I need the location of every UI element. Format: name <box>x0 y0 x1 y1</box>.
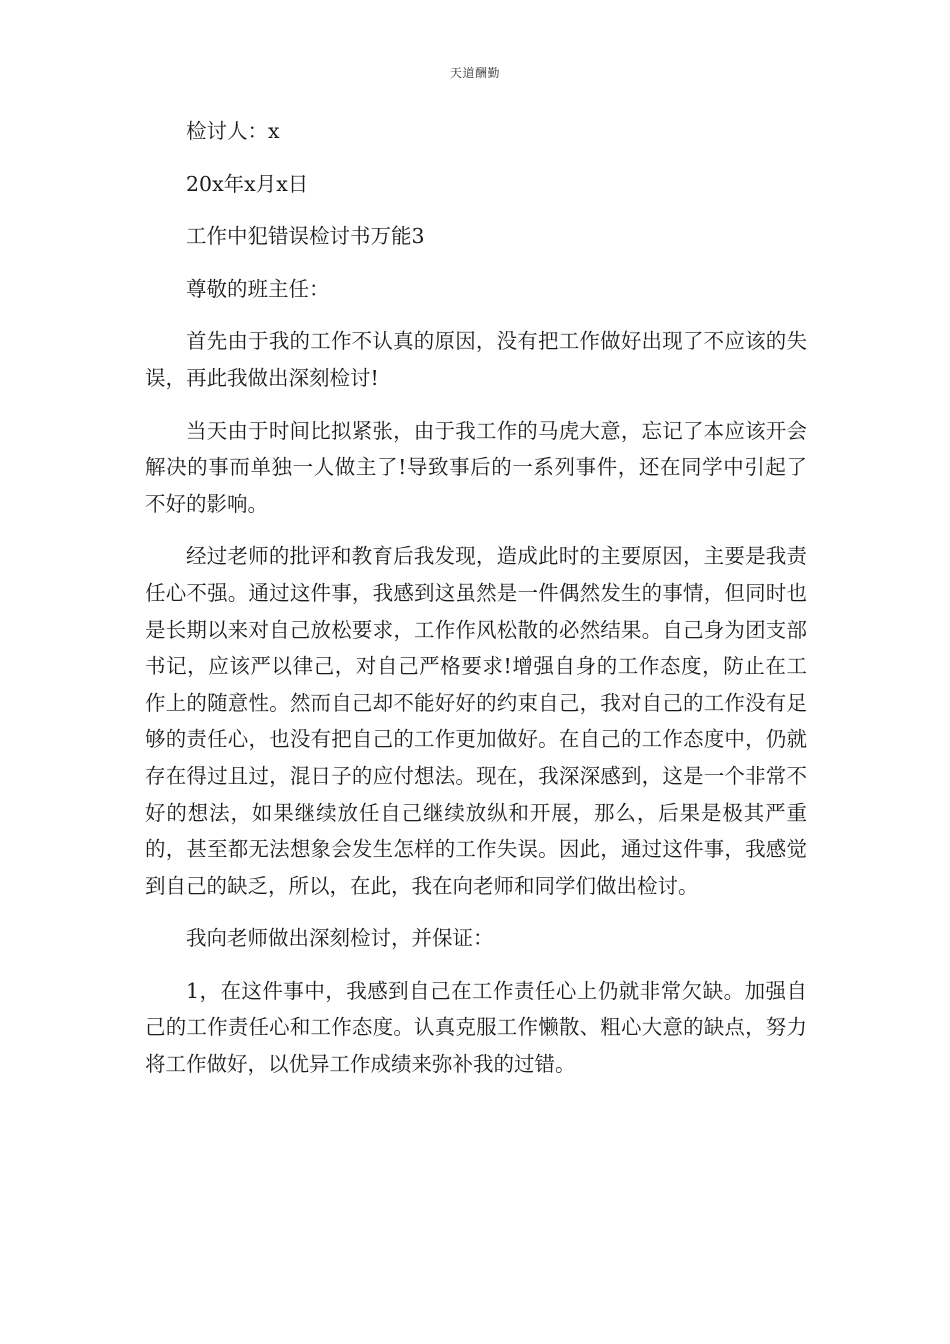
paragraph: 我向老师做出深刻检讨，并保证： <box>186 926 494 951</box>
page-header: 天道酬勤 <box>449 66 500 80</box>
paragraph: 首先由于我的工作不认真的原因，没有把工作做好出现了不应该的失误，再此我做出深刻检讨! <box>145 329 807 390</box>
salutation: 尊敬的班主任： <box>186 276 330 301</box>
signatory-line: 检讨人：x <box>186 119 280 143</box>
paragraph: 经过老师的批评和教育后我发现，造成此时的主要原因，主要是我责任心不强。通过这件事，我感到这虽然是一件偶然发生的事情，但同时也是长期以来对自己放松要求，工作作风松散的必然结果。自己身为团支部书记，应该严以律己，对自己严格要求!增强自身的工作态度，防止在工作上的随意性。然而自己却不能好好的约束自己，我对自己的工作没有足够的责任心，也没有把自己的工作更加做好。在自己的工作态度中，仍就存在得过且过，混日子的应付想法。现在，我深深感到，这是一个非常不好的想法，如果继续放任自己继续放纵和开展，那么，后果是极其严重的，甚至都无法想象会发生怎样的工作失误。因此，通过这件事，我感觉到自己的缺乏，所以，在此，我在向老师和同学们做出检讨。 <box>145 544 807 898</box>
section-title: 工作中犯错误检讨书万能3 <box>186 224 425 249</box>
date-line: 20x年x月x日 <box>186 171 309 196</box>
document-body <box>145 113 807 1099</box>
paragraph: 1，在这件事中，我感到自己在工作责任心上仍就非常欠缺。加强自己的工作责任心和工作态度。认真克服工作懒散、粗心大意的缺点，努力将工作做好，以优异工作成绩来弥补我的过错。 <box>145 978 807 1077</box>
paragraph: 当天由于时间比拟紧张，由于我工作的马虎大意，忘记了本应该开会解决的事而单独一人做主了!导致事后的一系列事件，还在同学中引起了不好的影响。 <box>145 418 807 516</box>
